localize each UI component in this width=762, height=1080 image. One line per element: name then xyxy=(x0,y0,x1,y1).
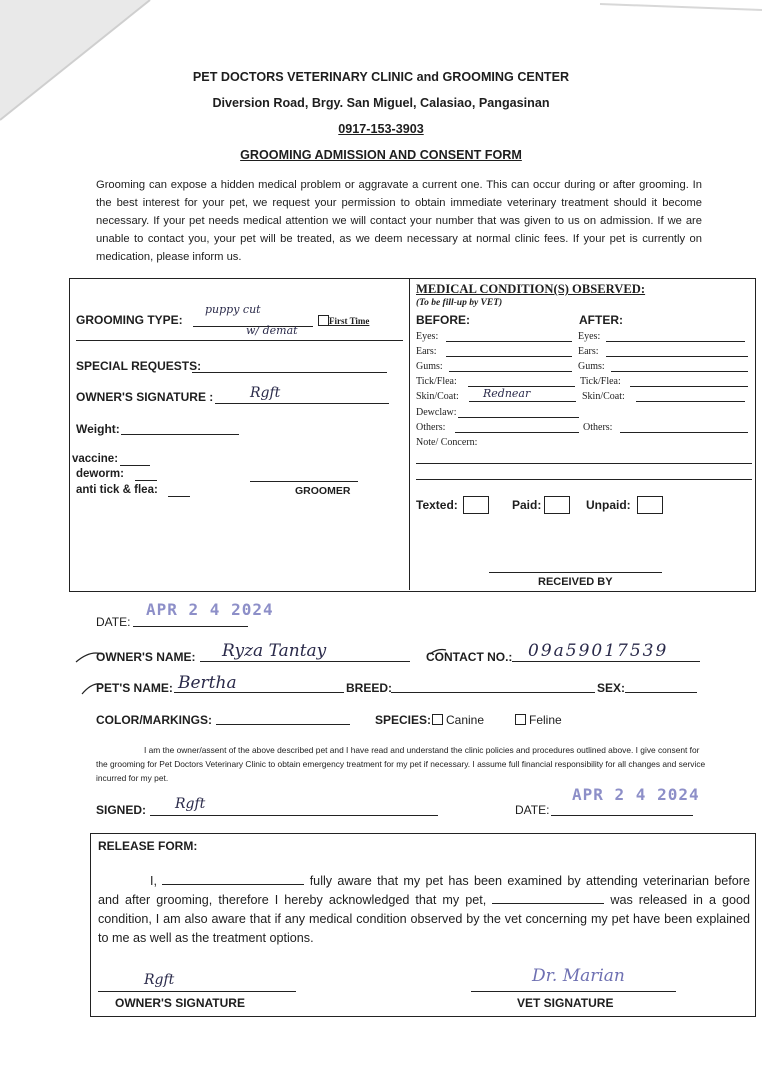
date-label: DATE: xyxy=(96,615,131,629)
consent-paragraph: I am the owner/assent of the above described pet and I have read and understand the clinic policies and procedures outlined above. I give consent for the grooming for Pet Doctors Veterinary Clinic to obtain emergency treatment for my pet if necessary. I assume full financial responsibility for all changes and service incurred for my pet. xyxy=(96,745,706,783)
medical-condition-title: MEDICAL CONDITION(S) OBSERVED: xyxy=(416,282,646,296)
consent-date-label: DATE: xyxy=(515,803,550,817)
release-name-blank[interactable] xyxy=(162,872,304,885)
feline-checkbox[interactable] xyxy=(515,714,526,725)
species-canine-option[interactable] xyxy=(432,713,484,727)
form-title: GROOMING ADMISSION AND CONSENT FORM xyxy=(240,148,522,162)
signed-label: SIGNED: xyxy=(96,803,147,817)
pet-name-value: Bertha xyxy=(178,673,237,693)
intro-paragraph: Grooming can expose a hidden medical problem or aggravate a current one. This can occur during or after grooming. In the best interest for your pet, we request your permission to obtain immediate veterinary treatment should it become necessary. If your pet needs medical attention we will contact your number that was given to us on admission. If we are unable to contact you, your pet will be treated, as we deem necessary at normal clinic fees. If your pet is currently on medication, please inform us. xyxy=(96,179,702,263)
medical-condition-subtitle: (To be fill-up by VET) xyxy=(416,298,503,308)
sex-label: SEX: xyxy=(597,681,626,695)
grooming-type-value: puppy cut xyxy=(205,303,261,316)
owner-name-value: Ryza Tantay xyxy=(222,641,327,661)
species-feline-option[interactable] xyxy=(515,713,562,727)
box-divider xyxy=(409,278,410,590)
pet-name-label: PET'S NAME: xyxy=(96,681,173,695)
before-others-label: Others: xyxy=(416,422,446,433)
clinic-address: Diversion Road, Brgy. San Miguel, Calasiao, Pangasinan xyxy=(212,96,550,110)
owner-signature-scribble: Rgft xyxy=(250,385,281,401)
before-label: BEFORE: xyxy=(416,313,470,327)
clinic-name: PET DOCTORS VETERINARY CLINIC and GROOMING CENTER xyxy=(192,70,570,84)
special-requests-label: SPECIAL REQUESTS: xyxy=(76,359,202,373)
species-label: SPECIES: xyxy=(375,713,432,727)
owner-signature-caption: OWNER'S SIGNATURE xyxy=(115,996,245,1010)
release-title: RELEASE FORM: xyxy=(98,839,198,853)
received-by-label: RECEIVED BY xyxy=(538,576,613,588)
skin-coat-value: Rednear xyxy=(483,387,531,400)
after-ears-label: Ears: xyxy=(578,346,599,357)
before-eyes-label: Eyes: xyxy=(416,331,439,342)
grooming-type-value-2: w/ demat xyxy=(246,324,298,337)
note-concern-label: Note/ Concern: xyxy=(416,437,478,448)
release-paragraph: I, fully aware that my pet has been examined by attending veterinarian before and after grooming, therefore I hereby acknowledged that my pet, was released in a good condition, I am also aware that if any medical condition observed by the vet concerning my pet have been explained to me as well as the treatment options. xyxy=(98,874,751,945)
unpaid-label: Unpaid: xyxy=(586,498,631,512)
texted-label: Texted: xyxy=(416,498,458,512)
deworm-label: deworm: xyxy=(76,468,124,480)
canine-label: Canine xyxy=(446,713,485,727)
feline-label: Feline xyxy=(529,713,562,727)
date-stamp: APR 2 4 2024 xyxy=(146,600,274,619)
first-time-checkbox[interactable] xyxy=(318,315,329,326)
after-gums-label: Gums: xyxy=(578,361,605,372)
breed-label: BREED: xyxy=(346,681,393,695)
release-pet-blank[interactable] xyxy=(492,891,604,904)
owner-name-label: OWNER'S NAME: xyxy=(96,650,196,664)
paid-checkbox[interactable] xyxy=(544,496,570,514)
weight-label: Weight: xyxy=(76,422,120,436)
before-ears-label: Ears: xyxy=(416,346,437,357)
before-dewclaw-label: Dewclaw: xyxy=(416,407,457,418)
after-others-label: Others: xyxy=(583,422,613,433)
texted-checkbox[interactable] xyxy=(463,496,489,514)
grooming-type-label: GROOMING TYPE: xyxy=(76,313,183,327)
before-tickflea-label: Tick/Flea: xyxy=(416,376,457,387)
consent-date-stamp: APR 2 4 2024 xyxy=(572,785,700,804)
before-skincoat-label: Skin/Coat: xyxy=(416,391,459,402)
anti-tick-label: anti tick & flea: xyxy=(76,484,158,496)
contact-value: 09a59017539 xyxy=(528,641,669,661)
first-time-label: First Time xyxy=(329,316,370,326)
vet-signature-caption: VET SIGNATURE xyxy=(517,996,614,1010)
contact-label: CONTACT NO.: xyxy=(426,650,513,664)
canine-checkbox[interactable] xyxy=(432,714,443,725)
after-tickflea-label: Tick/Flea: xyxy=(580,376,621,387)
groomer-label: GROOMER xyxy=(295,485,351,497)
after-eyes-label: Eyes: xyxy=(578,331,601,342)
vet-signature: Dr. Marian xyxy=(532,966,625,986)
owner-signature-label: OWNER'S SIGNATURE : xyxy=(76,390,214,404)
after-label: AFTER: xyxy=(579,313,623,327)
unpaid-checkbox[interactable] xyxy=(637,496,663,514)
clinic-phone: 0917-153-3903 xyxy=(338,122,424,136)
vaccine-label: vaccine: xyxy=(72,453,119,465)
color-markings-label: COLOR/MARKINGS: xyxy=(96,713,212,727)
before-gums-label: Gums: xyxy=(416,361,443,372)
owner-release-signature: Rgft xyxy=(144,972,175,988)
signed-scribble: Rgft xyxy=(175,796,206,812)
after-skincoat-label: Skin/Coat: xyxy=(582,391,625,402)
paid-label: Paid: xyxy=(512,498,542,512)
